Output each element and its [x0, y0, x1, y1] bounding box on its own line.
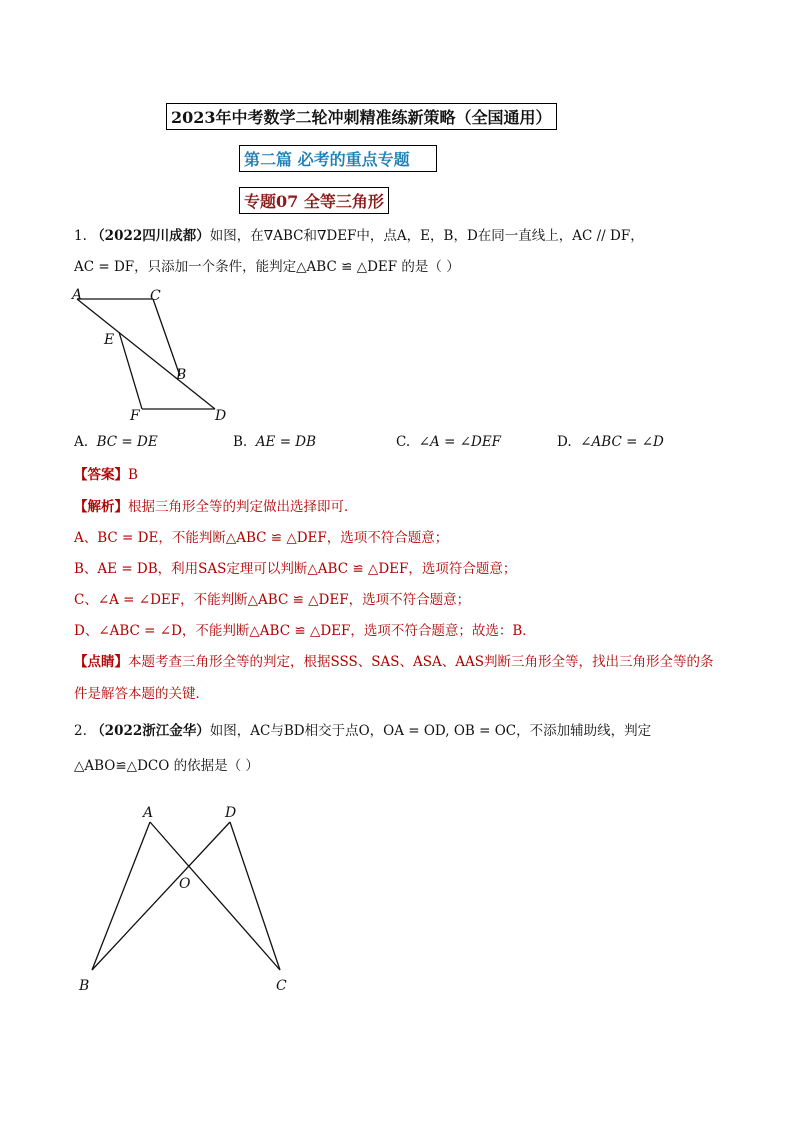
q2-label-d: D [225, 805, 237, 821]
q1-analysis-b: B、AE = DB，利用SAS定理可以判断△ABC ≌ △DEF，选项符合题意； [74, 561, 517, 577]
q1-option-a: A. BC = DE [74, 434, 158, 450]
q1-label-e: E [104, 332, 115, 348]
q2-label-b: B [79, 978, 90, 994]
q2-stem-line1 [74, 721, 651, 741]
q1-stem-line2: AC = DF，只添加一个条件，能判定△ABC ≌ △DEF 的是（ ） [74, 259, 460, 275]
q1-label-c: C [150, 288, 161, 304]
page-title: 2023年中考数学二轮冲刺精准练新策略（全国通用） [166, 103, 557, 130]
q1-option-b: B. AE = DB [233, 434, 317, 450]
q1-label-a: A [72, 287, 83, 303]
q1-option-d: D. ∠ABC = ∠D [557, 434, 664, 450]
q1-segment-ef [119, 332, 142, 409]
q1-label-f: F [130, 408, 140, 424]
q1-stem-line1 [74, 226, 644, 246]
q2-stem-text1: 如图，AC与BD相交于点O，OA = OD, OB = OC，不添加辅助线，判定 [209, 723, 652, 739]
q1-option-c: C. ∠A = ∠DEF [396, 434, 502, 450]
q1-answer: 【答案】B [74, 467, 138, 483]
q2-segment-ab [92, 822, 150, 970]
q1-number: 1. [74, 228, 87, 244]
q1-segment-ad [77, 299, 215, 409]
q1-analysis-c: C、∠A = ∠DEF，不能判断△ABC ≌ △DEF，选项不符合题意； [74, 592, 471, 608]
q1-source: （2022四川成都） [91, 228, 210, 244]
topic-title: 专题07 全等三角形 [239, 187, 389, 214]
q2-label-a: A [143, 805, 154, 821]
q2-label-c: C [276, 978, 287, 994]
q2-stem-line2: △ABO≌△DCO 的依据是（ ） [74, 758, 259, 774]
q1-segment-cb [153, 299, 180, 376]
q1-analysis-intro: 【解析】根据三角形全等的判定做出选择即可． [74, 499, 358, 515]
q1-figure [60, 282, 250, 427]
q2-segment-dc [230, 822, 280, 970]
q1-stem-text1: 如图，在∇ABC和∇DEF中，点A，E，B，D在同一直线上，AC // DF， [209, 228, 644, 244]
q2-figure [70, 795, 310, 1000]
q2-segment-ac [150, 822, 280, 970]
q1-analysis-a: A、BC = DE，不能判断△ABC ≌ △DEF，选项不符合题意； [74, 530, 449, 546]
q1-analysis-d: D、∠ABC = ∠D，不能判断△ABC ≌ △DEF，选项不符合题意；故选：B． [74, 623, 536, 639]
q1-label-d: D [215, 408, 227, 424]
q2-label-o: O [179, 876, 191, 892]
q2-source: （2022浙江金华） [91, 723, 210, 739]
section-title: 第二篇 必考的重点专题 [239, 145, 437, 172]
q1-comment-line2: 件是解答本题的关键． [74, 686, 209, 702]
q2-segment-db [92, 822, 230, 970]
q2-number: 2. [74, 723, 87, 739]
q1-comment: 【点睛】本题考查三角形全等的判定，根据SSS、SAS、ASA、AAS判断三角形全等，找出三角形全等的条 [74, 654, 714, 670]
q1-label-b: B [176, 367, 187, 383]
